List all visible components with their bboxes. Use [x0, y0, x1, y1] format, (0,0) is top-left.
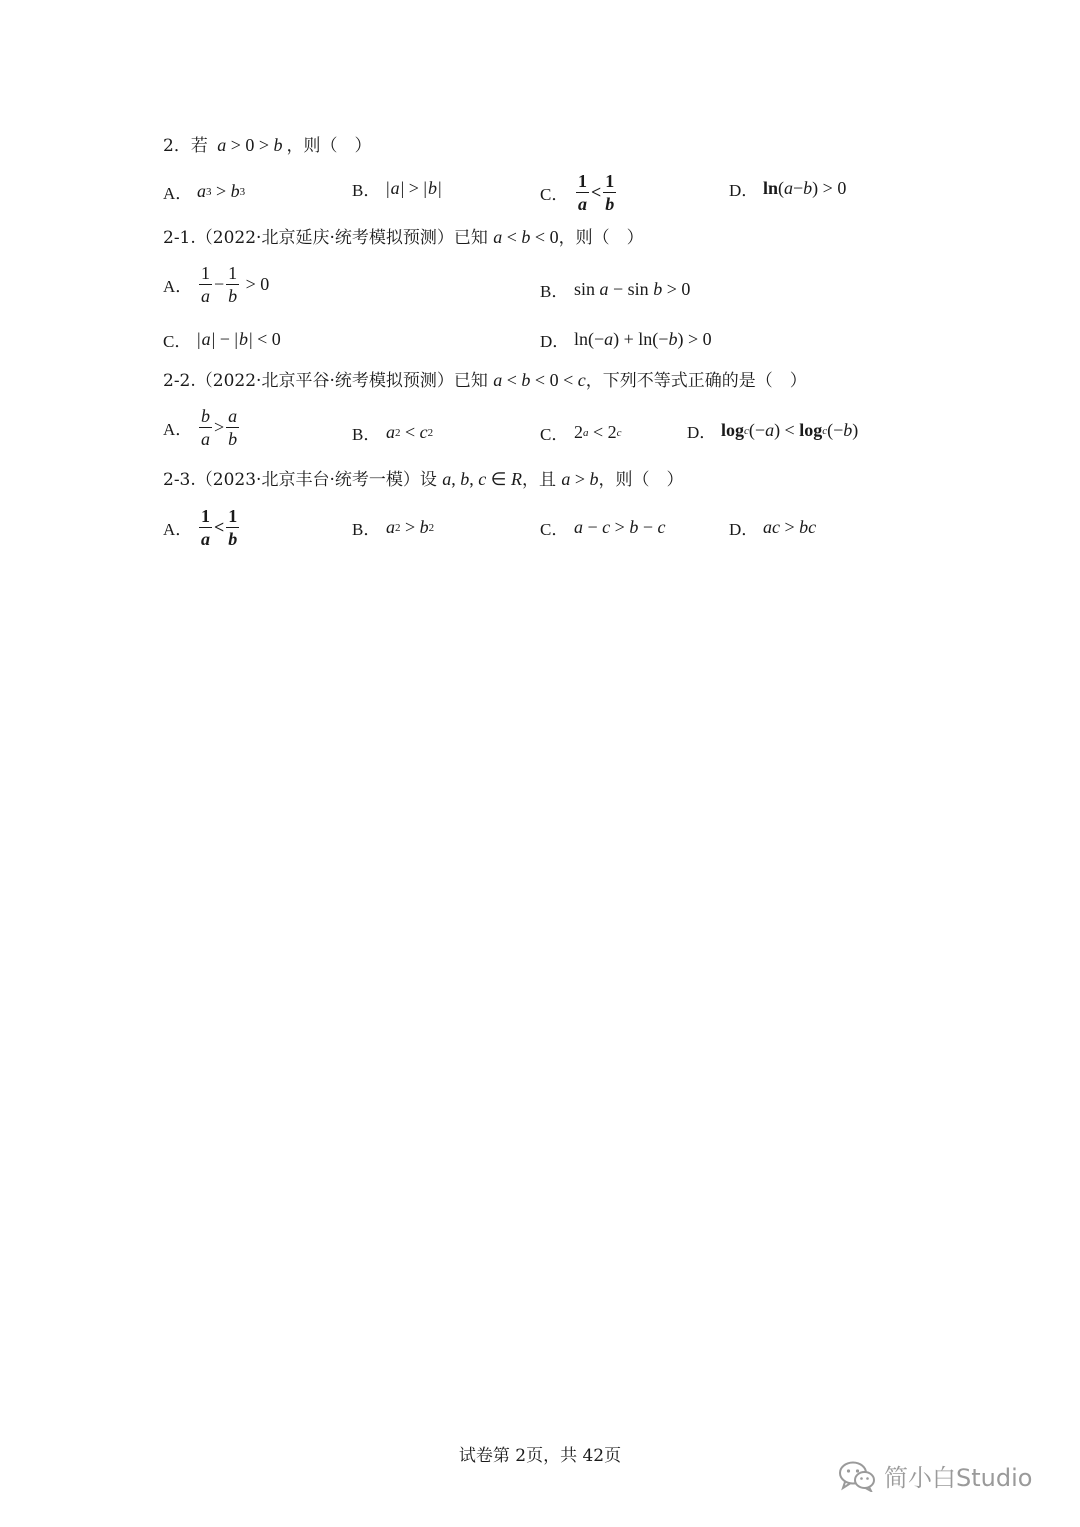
question-2-1-stem: 2-1.（2022·北京延庆·统考模拟预测）已知 a < b < 0，则（ ）	[163, 227, 644, 248]
question-2-2-stem: 2-2.（2022·北京平谷·统考模拟预测）已知 a < b < 0 < c ，下列不等式正确的是（ ）	[163, 370, 807, 391]
option-expression: a − c > b − c	[574, 517, 666, 537]
q2-option-c	[540, 172, 618, 213]
q2-2-option-a	[163, 407, 241, 448]
q2-2-option-b	[352, 420, 433, 445]
option-label: B．	[352, 181, 381, 200]
q2-3-option-a	[163, 507, 241, 548]
option-expression: sin a − sin b > 0	[574, 279, 691, 299]
option-label: C．	[540, 520, 569, 539]
q2-2-option-c	[540, 420, 622, 445]
option-label: A．	[163, 420, 193, 439]
option-label: A．	[163, 277, 193, 296]
q2-option-a	[163, 179, 245, 204]
page-footer: 试卷第 2页，共 42页	[458, 1446, 622, 1466]
option-expression: ln ( a − b ) > 0	[763, 178, 847, 198]
option-expression: ac > bc	[763, 517, 817, 537]
question-2-3-stem: 2-3.（2023·北京丰台·统考一模）设 a , b , c ∈ R ，且 a > b ，则（ ）	[163, 469, 684, 490]
q2-option-b	[352, 176, 442, 201]
option-expression: log c (− a ) < log c (− b )	[721, 420, 859, 440]
q2-3-option-b	[352, 515, 434, 540]
option-label: D．	[540, 332, 570, 351]
option-expression: $\frac{b}{a}$ > $\frac{a}{b}$	[201, 406, 238, 449]
option-label: D．	[729, 181, 759, 200]
q2-1-option-c	[163, 327, 281, 352]
option-expression: ln(− a ) + ln(− b ) > 0	[574, 329, 712, 349]
wechat-icon	[838, 1460, 876, 1492]
option-label: B．	[352, 425, 381, 444]
option-label: C．	[540, 185, 569, 204]
option-expression: $\frac{1}{a}$ < $\frac{1}{b}$	[201, 506, 238, 549]
option-label: B．	[540, 282, 569, 301]
option-label: A．	[163, 520, 193, 539]
option-expression: a 2 < c 2	[386, 422, 434, 442]
option-expression: 2 a < 2 c	[574, 422, 622, 442]
q2-3-option-c	[540, 515, 665, 540]
q2-1-option-b	[540, 277, 690, 302]
option-label: A．	[163, 184, 193, 203]
q2-3-option-d	[729, 515, 816, 540]
option-label: C．	[163, 332, 192, 351]
option-label: D．	[729, 520, 759, 539]
option-expression: a 2 > b 2	[386, 517, 435, 537]
q2-1-option-d	[540, 327, 712, 352]
option-expression: | a | − | b | < 0	[197, 329, 281, 349]
option-expression: $\frac{1}{a}$ < $\frac{1}{b}$	[578, 171, 615, 214]
watermark-text: 简小白Studio	[884, 1464, 1033, 1492]
watermark	[838, 1458, 1032, 1493]
q2-option-d	[729, 176, 846, 201]
option-label: C．	[540, 425, 569, 444]
option-label: D．	[687, 423, 717, 442]
q2-1-option-a	[163, 264, 269, 305]
q2-2-option-d	[687, 418, 858, 443]
option-expression: $\frac{1}{a}$ − $\frac{1}{b}$ > 0	[201, 263, 270, 306]
question-2-stem: 2．若 a > 0 > b ，则（ ）	[163, 135, 372, 156]
option-label: B．	[352, 520, 381, 539]
option-expression: | a | > | b |	[386, 178, 442, 198]
option-expression: a 3 > b 3	[197, 181, 246, 201]
